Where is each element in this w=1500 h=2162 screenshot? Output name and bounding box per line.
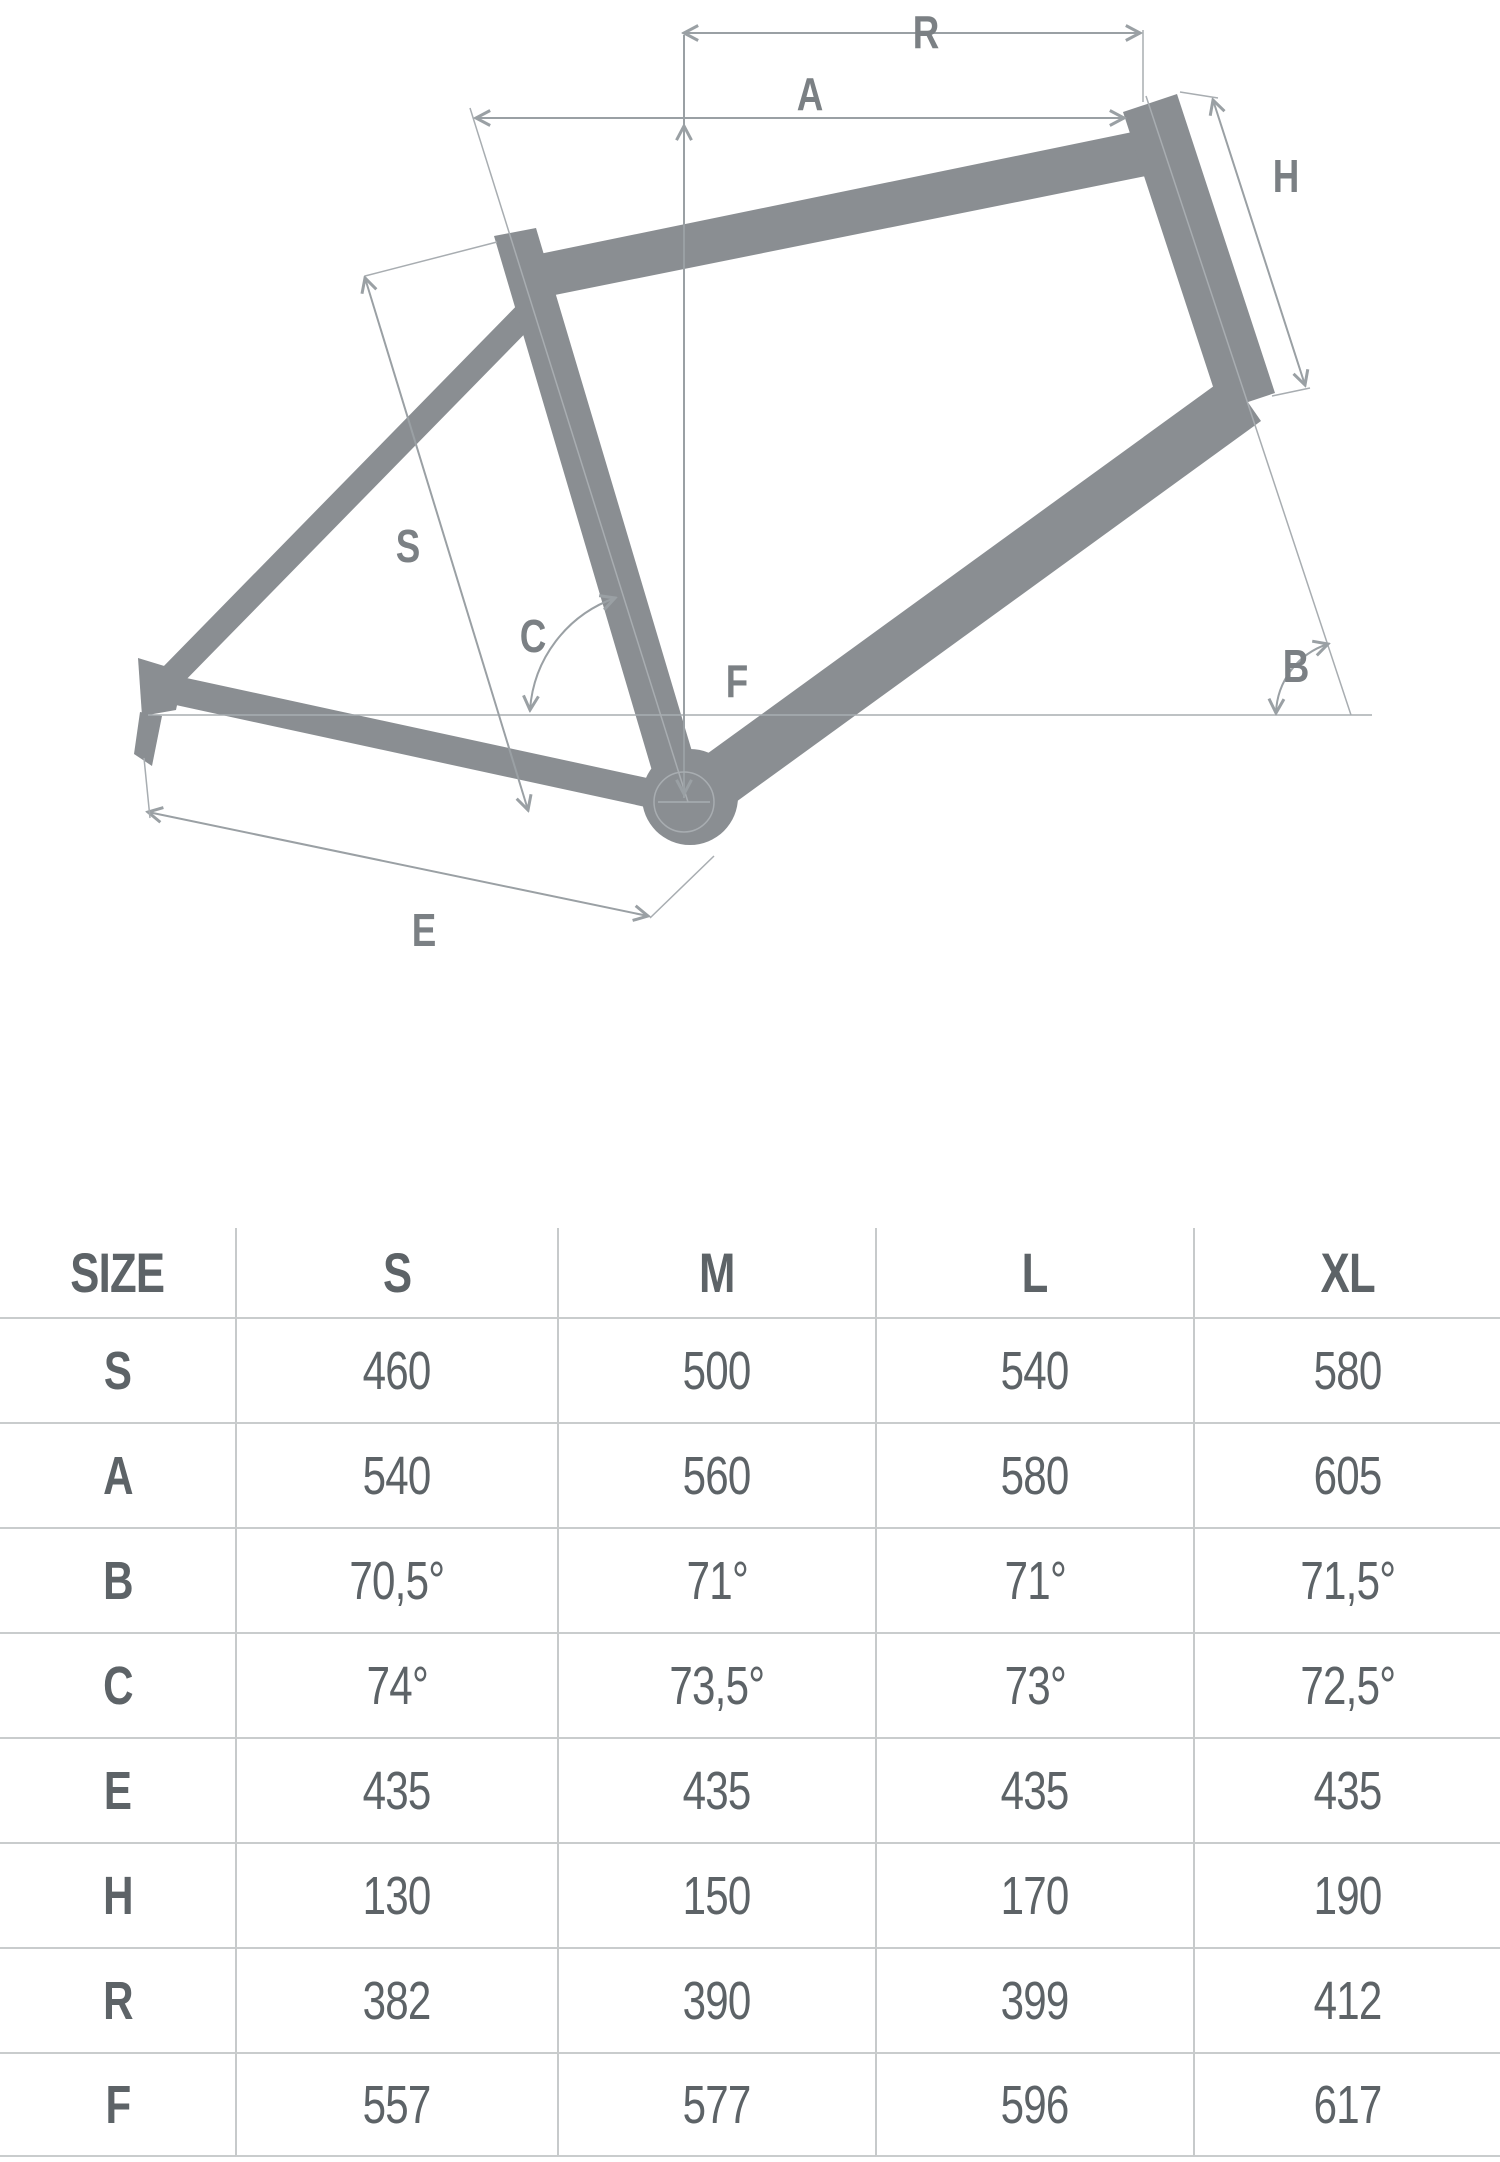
- table-header-m: M: [557, 1228, 875, 1317]
- cell-R-s: 382: [235, 1947, 557, 2052]
- cell-C-s: 74°: [235, 1632, 557, 1737]
- derailleur-hanger-shape: [134, 712, 162, 766]
- cell-B-l: 71°: [875, 1527, 1193, 1632]
- cell-B-m: 71°: [557, 1527, 875, 1632]
- cell-C-m: 73,5°: [557, 1632, 875, 1737]
- table-header-xl: XL: [1193, 1228, 1500, 1317]
- chainstay-shape: [162, 674, 693, 816]
- dim-seat-tube-tick: [365, 242, 497, 276]
- cell-E-l: 435: [875, 1737, 1193, 1842]
- row-label-A: A: [0, 1422, 235, 1527]
- cell-F-xl: 617: [1193, 2052, 1500, 2157]
- label-stack: F: [725, 655, 749, 707]
- cell-S-m: 500: [557, 1317, 875, 1422]
- seat-tube-axis-line: [470, 108, 688, 802]
- geometry-size-table: [0, 1228, 1500, 2157]
- label-seat-tube: S: [395, 520, 421, 572]
- table-header-size: SIZE: [70, 1241, 165, 1304]
- cell-S-l: 540: [875, 1317, 1193, 1422]
- cell-C-l: 73°: [875, 1632, 1193, 1737]
- label-top-tube: A: [796, 68, 824, 120]
- table-header-l: L: [875, 1228, 1193, 1317]
- dim-head-tube-tick-top: [1180, 92, 1218, 98]
- row-label-E: E: [0, 1737, 235, 1842]
- cell-F-s: 557: [235, 2052, 557, 2157]
- cell-B-xl: 71,5°: [1193, 1527, 1500, 1632]
- cell-R-xl: 412: [1193, 1947, 1500, 2052]
- label-head-tube-angle: B: [1282, 640, 1310, 692]
- cell-R-l: 399: [875, 1947, 1193, 2052]
- cell-E-s: 435: [235, 1737, 557, 1842]
- cell-E-xl: 435: [1193, 1737, 1500, 1842]
- head-tube-axis-line: [1146, 96, 1351, 715]
- frame-silhouette: [134, 94, 1275, 845]
- cell-C-xl: 72,5°: [1193, 1632, 1500, 1737]
- cell-R-m: 390: [557, 1947, 875, 2052]
- label-reach: R: [912, 6, 940, 58]
- label-head-tube: H: [1272, 150, 1300, 202]
- cell-A-xl: 605: [1193, 1422, 1500, 1527]
- cell-S-xl: 580: [1193, 1317, 1500, 1422]
- frame-geometry-diagram: [0, 0, 1500, 960]
- cell-A-l: 580: [875, 1422, 1193, 1527]
- cell-H-m: 150: [557, 1842, 875, 1947]
- cell-F-m: 577: [557, 2052, 875, 2157]
- cell-H-s: 130: [235, 1842, 557, 1947]
- cell-A-m: 560: [557, 1422, 875, 1527]
- row-label-C: C: [0, 1632, 235, 1737]
- head-tube-shape: [1123, 94, 1275, 411]
- frame-geometry-svg: [0, 0, 1500, 960]
- label-seat-tube-angle: C: [519, 610, 547, 662]
- table-header-s: S: [235, 1228, 557, 1317]
- row-label-H: H: [0, 1842, 235, 1947]
- cell-E-m: 435: [557, 1737, 875, 1842]
- cell-H-xl: 190: [1193, 1842, 1500, 1947]
- seatstay-shape: [159, 291, 549, 689]
- dim-head-tube-tick-bottom: [1272, 388, 1310, 396]
- row-label-B: B: [0, 1527, 235, 1632]
- down-tube-shape: [682, 375, 1261, 818]
- cell-H-l: 170: [875, 1842, 1193, 1947]
- top-tube-shape: [520, 128, 1166, 300]
- row-label-S: S: [0, 1317, 235, 1422]
- dim-chainstay-tick-right: [650, 856, 714, 918]
- row-label-F: F: [0, 2052, 235, 2157]
- cell-F-l: 596: [875, 2052, 1193, 2157]
- cell-S-s: 460: [235, 1317, 557, 1422]
- cell-A-s: 540: [235, 1422, 557, 1527]
- cell-B-s: 70,5°: [235, 1527, 557, 1632]
- row-label-R: R: [0, 1947, 235, 2052]
- label-chainstay: E: [411, 904, 437, 956]
- dim-chainstay-tick-left: [144, 758, 150, 818]
- bottom-bracket-junction: [642, 749, 738, 845]
- dim-chainstay-line: [148, 812, 648, 916]
